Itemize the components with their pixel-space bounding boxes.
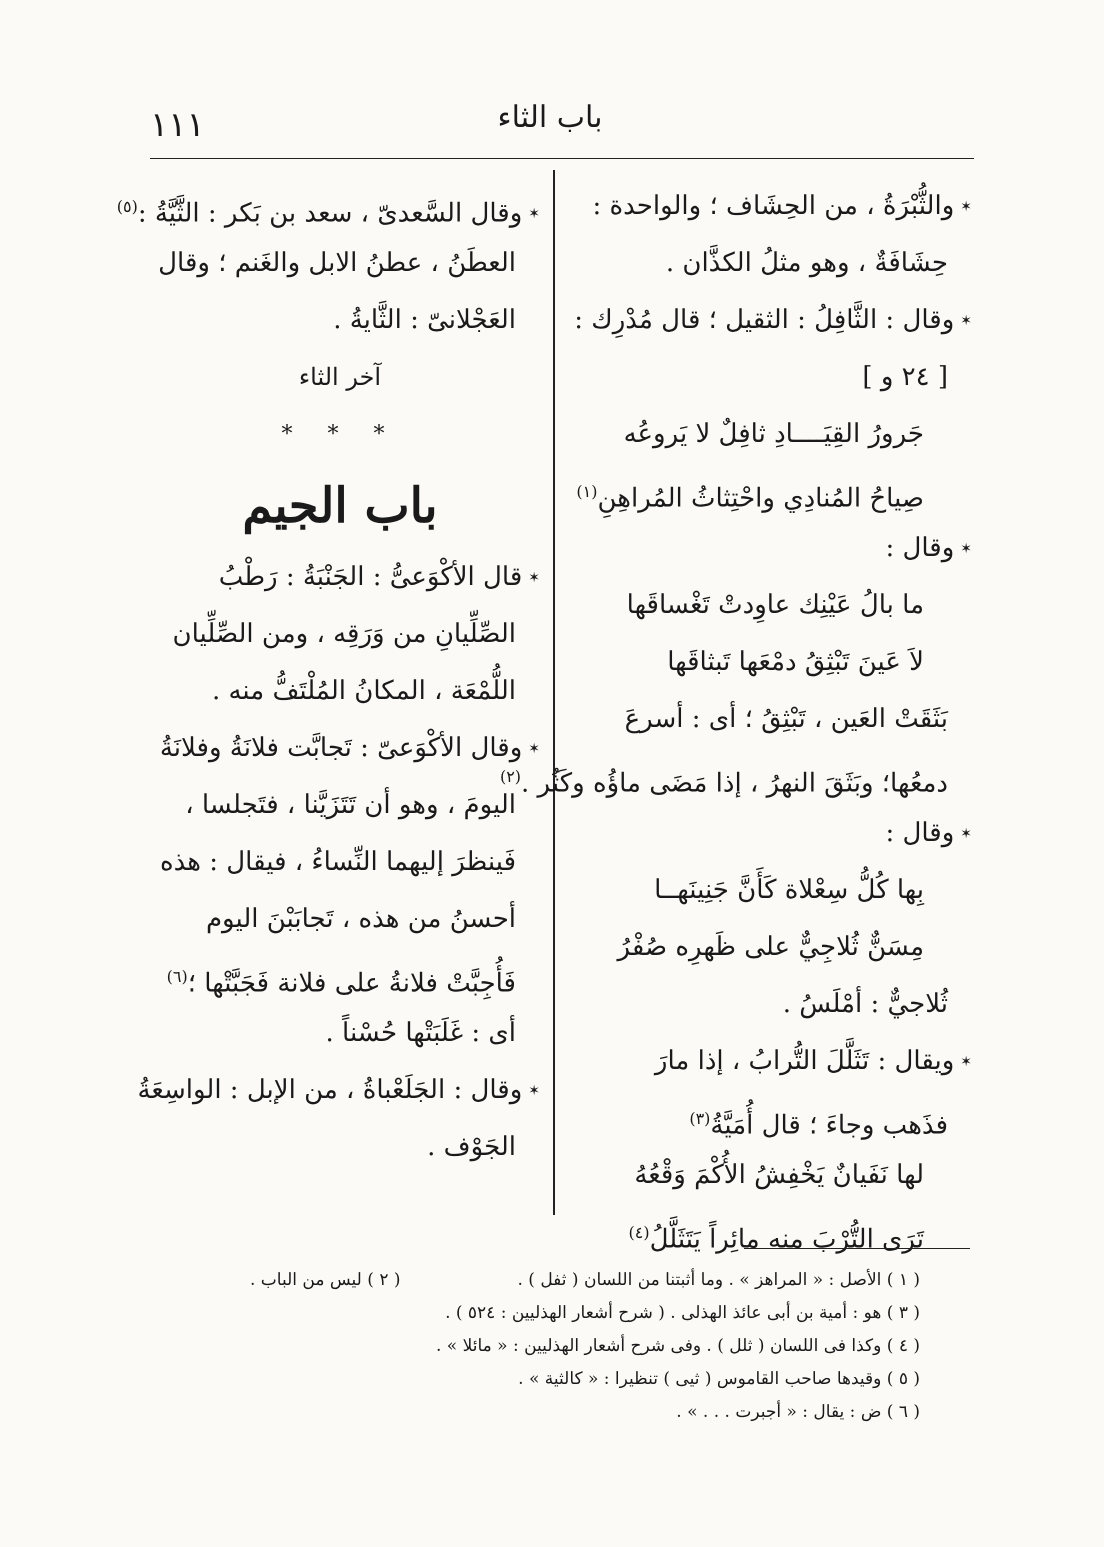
line-text: ثُلاجيٌّ : أمْلَسُ . — [782, 989, 948, 1019]
text-line — [572, 976, 972, 1033]
entry-bullet-icon: ✶ — [960, 1053, 972, 1070]
entry-bullet-icon: ✶ — [528, 740, 540, 757]
verse-line — [572, 862, 972, 919]
line-text: اليومَ ، وهو أن تَتَزَيَّنا ، فتَجلسا ، — [185, 790, 516, 820]
line-text: الجَوْف . — [427, 1132, 516, 1162]
text-line — [572, 235, 972, 292]
footnote-row — [250, 1363, 920, 1396]
text-line — [572, 178, 972, 235]
text-line — [140, 292, 540, 349]
line-text: وقال السَّعدىّ ، سعد بن بَكر : الثَّيَّةُ : — [137, 198, 523, 229]
text-line — [499, 748, 972, 805]
footnote-row — [250, 1264, 920, 1297]
entry-bullet-icon: ✶ — [528, 569, 540, 586]
line-text: وقال : الثَّافِلُ : الثقيل ؛ قال مُدْرِك : — [574, 305, 955, 335]
left-column — [116, 178, 540, 1176]
text-line — [572, 349, 972, 406]
entry-bullet-icon: ✶ — [960, 312, 972, 329]
text-line — [140, 720, 540, 777]
verse-line — [572, 463, 972, 520]
line-text: ما بالُ عَيْنِك عاوِدتْ تَغْساقَها — [626, 590, 924, 620]
text-line — [140, 549, 540, 606]
header-rule — [150, 158, 974, 159]
footnote-marker: (٥) — [116, 197, 138, 216]
footnote-text: ( ٤ ) وكذا فى اللسان ( ثلل ) . وفى شرح أشعار الهذليين : « مائلا » . — [436, 1336, 920, 1356]
verse-line — [572, 1204, 972, 1261]
line-text: تَرَى التُّرْبَ منه مائِراً يَتَثَلَّلُ — [649, 1224, 924, 1255]
footnote-marker: (٣) — [689, 1109, 711, 1128]
section-separator: * * * — [281, 422, 399, 447]
text-line — [140, 834, 540, 891]
line-text: فَينظرَ إليهما النِّساءُ ، فيقال : هذه — [159, 847, 516, 877]
entry-bullet-icon: ✶ — [960, 825, 972, 842]
footnote-text: ( ٣ ) هو : أمية بن أبى عائذ الهذلى . ( شرح أشعار الهذليين : ٥٢٤ ) . — [445, 1303, 920, 1323]
line-text: بَثَقَتْ العَين ، تَبْثِقُ ؛ أى : أسرعَ — [624, 704, 948, 734]
footnote-row — [250, 1396, 920, 1429]
entry-bullet-icon: ✶ — [960, 540, 972, 557]
text-line — [572, 292, 972, 349]
text-line — [137, 1062, 540, 1119]
line-text: ويقال : تَثَلَّلَ التُّرابُ ، إذا مارَ — [654, 1046, 955, 1076]
line-text: قال الأكْوَعىُّ : الجَنْبَةُ : رَطْبُ — [218, 562, 523, 592]
footnote-side-text: ( ٢ ) ليس من الباب . — [250, 1270, 401, 1290]
text-line — [140, 1005, 540, 1062]
text-line — [140, 606, 540, 663]
line-text: العطَنُ ، عطنُ الابل والغَنم ؛ وقال — [158, 248, 516, 278]
line-text: جَرورُ القِيَــــادِ ثافِلٌ لا يَروعُه — [623, 419, 924, 449]
text-line — [140, 948, 540, 1005]
footnote-marker: (١) — [576, 482, 598, 501]
line-text: والثُّبْرَةُ ، من الحِشَاف ؛ والواحدة : — [592, 191, 955, 221]
entry-bullet-icon: ✶ — [528, 206, 540, 223]
column-divider — [553, 170, 555, 1215]
entry-bullet-icon: ✶ — [960, 198, 972, 215]
text-line — [140, 235, 540, 292]
line-text: [ ٢٤ و ] — [862, 362, 948, 392]
text-line — [572, 805, 972, 862]
entry-bullet-icon: ✶ — [528, 1082, 540, 1099]
left-column-bottom — [137, 549, 540, 1176]
line-text: أحسنُ من هذه ، تَجابَبْنَ اليوم — [205, 904, 516, 934]
footnote-marker: (٦) — [166, 967, 188, 986]
text-line — [572, 1033, 972, 1090]
end-of-chapter-title: آخر الثاء — [298, 363, 382, 391]
footnote-rule — [744, 1248, 970, 1249]
verse-line — [572, 577, 972, 634]
line-text: اللُّمْعَة ، المكانُ المُلْتَفُّ منه . — [211, 676, 516, 706]
line-text: وقال الأكْوَعىّ : تَجابَّت فلانَةُ وفلانَةُ — [159, 733, 523, 763]
text-line — [140, 891, 540, 948]
line-text: مِسَنٌّ ثُلاجِيٌّ على ظَهرِه صُفْرُ — [617, 932, 924, 962]
left-column-top — [116, 178, 540, 349]
right-column — [499, 178, 972, 1261]
page-number: ١١١ — [150, 105, 205, 145]
running-title: باب الثاء — [497, 100, 603, 135]
verse-line — [572, 1147, 972, 1204]
line-text: حِشَافَةٌ ، وهو مثلُ الكذَّان . — [665, 248, 948, 278]
chapter-heading: باب الجيم — [242, 478, 438, 534]
footnote-marker: (٤) — [628, 1223, 650, 1242]
footnote-row — [250, 1330, 920, 1363]
text-line — [140, 1119, 540, 1176]
line-text: فَأُجِبَّتْ فلانةُ على فلانة فَجَبَّتْها ؛ — [187, 968, 516, 999]
text-line — [140, 663, 540, 720]
verse-line — [572, 634, 972, 691]
line-text: العَجْلانىّ : الثَّايةُ . — [333, 305, 516, 335]
line-text: وقال : الجَلَعْباةُ ، من الإبل : الواسِعَةُ — [137, 1075, 523, 1105]
line-text: صِياحُ المُنادِي واحْتِثاثُ المُراهِنِ — [597, 483, 924, 514]
text-line — [572, 691, 972, 748]
footnote-marker: (٢) — [499, 767, 522, 786]
text-line — [116, 178, 540, 235]
footnote-text: ( ١ ) الأصل : « المراهز » . وما أثبتنا من اللسان ( ثفل ) . — [517, 1270, 920, 1290]
footnote-text: ( ٥ ) وقيدها صاحب القاموس ( ثيى ) تنظيرا : « كالثية » . — [518, 1369, 920, 1389]
line-text: أى : غَلَبَتْها حُسْناً . — [325, 1018, 516, 1048]
text-line — [572, 520, 972, 577]
line-text: فذَهب وجاءَ ؛ قال أُمَيَّةُ — [710, 1110, 948, 1141]
verse-line — [572, 919, 972, 976]
line-text: وقال : — [885, 818, 955, 848]
line-text: لها نَفَيانٌ يَخْفِشُ الأُكْمَ وَقْعُهُ — [634, 1160, 924, 1190]
footnote-row — [250, 1297, 920, 1330]
footnotes — [250, 1264, 920, 1429]
line-text: دمعُها؛ وبَثَقَ النهرُ ، إذا مَضَى ماؤُه وكَثُر . — [521, 768, 948, 799]
line-text: لاَ عَينَ تَبْثِقُ دمْعَها تَبثاقَها — [667, 647, 924, 677]
line-text: وقال : — [885, 533, 955, 563]
line-text: بِها كُلُّ سِعْلاة كَأَنَّ جَنِينَهــا — [654, 875, 924, 905]
verse-line — [572, 406, 972, 463]
line-text: الصِّلِّيانِ من وَرَقِه ، ومن الصِّلِّيان — [172, 619, 516, 649]
text-line — [140, 777, 540, 834]
text-line — [572, 1090, 972, 1147]
footnote-text: ( ٦ ) ض : يقال : « أجبرت . . . » . — [676, 1402, 920, 1422]
